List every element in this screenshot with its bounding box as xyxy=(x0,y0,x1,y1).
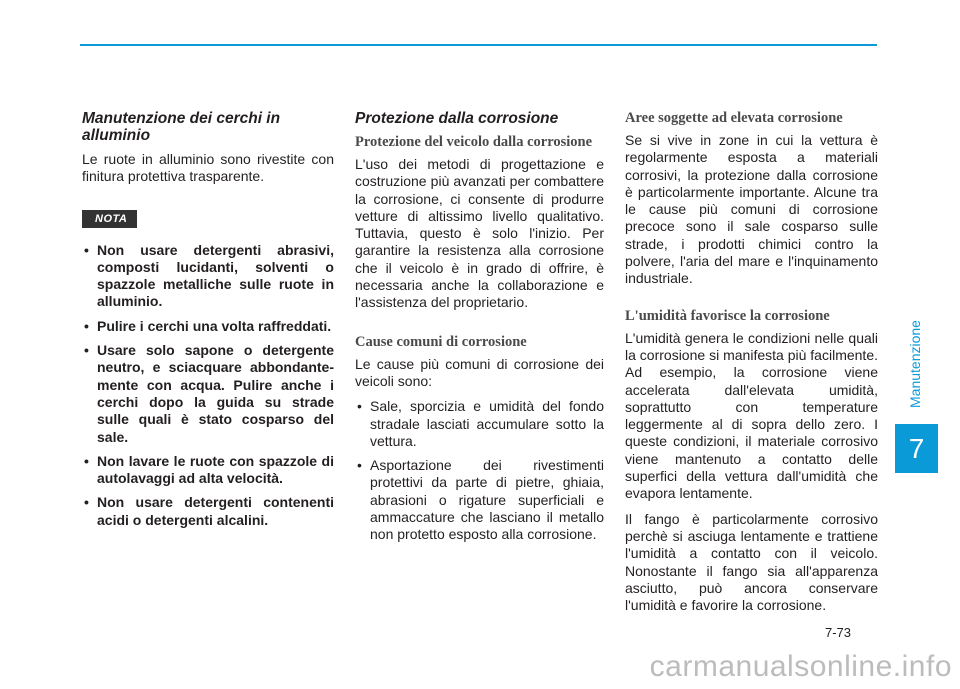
watermark: carmanualsonline.info xyxy=(649,650,952,683)
list-item: • Non usare detergenti contenenti acidi o detergenti alcalini. xyxy=(82,494,334,529)
section-heading-wheels: Manutenzione dei cerchi in alluminio xyxy=(82,110,281,144)
header-rule xyxy=(80,44,877,46)
subheading-common-causes: Cause comuni di corrosione xyxy=(355,333,527,350)
list-item: • Sale, sporcizia e umidità del fondo stradale lasciati accumulare sotto la vettura. xyxy=(355,398,604,450)
column-corrosion-protection xyxy=(355,110,604,551)
chapter-number-tab: 7 xyxy=(895,424,938,473)
wheel-care-list xyxy=(82,242,334,529)
paragraph-mud: Il fango è particolarmente corrosivo perchè si asciuga lentamente e trattiene l'umidità a contatto con il veicolo. Nonostante il fango sia all'apparenza asciutto, può ancora conservare l'umidità e favorire la corrosione. xyxy=(625,510,878,614)
paragraph-vehicle-protection: L'uso dei metodi di progettazione e costruzione più avanzati per combattere la corrosione, ci consente di produrre vetture di altissimo livello qualitativo. Tuttavia, questo è solo l'inizio. Per garantire la resistenza alla corrosione che il veicolo è in grado di offrire, è necessaria anche la collaborazione e l'assistenza del proprietario. xyxy=(355,156,604,311)
subheading-vehicle-protection: Protezione del veicolo dalla corrosione xyxy=(355,134,593,150)
section-heading-corrosion: Protezione dalla corrosione xyxy=(355,110,559,127)
wheels-intro: Le ruote in alluminio sono rivestite con finitura protettiva trasparente. xyxy=(82,151,334,185)
subheading-humidity: L'umidità favorisce la corrosione xyxy=(625,307,830,324)
paragraph-common-causes: Le cause più comuni di corrosione dei veicoli sono: xyxy=(355,355,604,389)
list-item: • Asportazione dei rivestimenti protettivi da parte di pietre, ghiaia, abrasioni o rigature superficiali e ammaccature che lasciano il metallo non protetto esposto alla corrosione. xyxy=(355,457,604,543)
paragraph-humidity: L'umidità genera le condizioni nelle quali la corrosione si manifesta più facilmente. Ad esempio, la corrosione viene accelerata dall'elevata umidità, soprattutto con temperature leggermente al di sopra dello zero. I queste condizioni, il materiale corrosivo viene mantenuto a contatto delle superfici della vettura dall'umidità che evapora lentamente. xyxy=(625,329,878,502)
nota-badge: NOTA xyxy=(82,210,137,228)
list-item: • Pulire i cerchi una volta raffreddati. xyxy=(82,318,334,335)
causes-list xyxy=(355,398,604,543)
subheading-high-corrosion-areas: Aree soggette ad elevata corrosione xyxy=(625,110,843,126)
section-tab-label: Manutenzione xyxy=(907,320,923,408)
paragraph-high-corrosion-areas: Se si vive in zone in cui la vettura è regolarmente esposta a materiali corrosivi, la protezione dalla corrosione è particolarmente importante. Alcune tra le cause più comuni di corrosione precoce sono il sale cosparso sulle strade, i prodotti chimici contro la polvere, l'aria del mare e l'inquinamento industriale. xyxy=(625,132,878,287)
list-item: • Non lavare le ruote con spazzole di autolavaggi ad alta velocità. xyxy=(82,453,334,488)
list-item: • Usare solo sapone o detergente neutro, e sciacquare abbondante-mente con acqua. Pulire anche i cerchi dopo la guida su strade sulle quali è stato cosparso del sale. xyxy=(82,342,334,446)
column-wheel-care xyxy=(82,110,334,536)
column-corrosion-areas xyxy=(625,110,878,622)
list-item: • Non usare detergenti abrasivi, composti lucidanti, solventi o spazzole metalliche sulle ruote in alluminio. xyxy=(82,242,334,311)
page-number: 7-73 xyxy=(825,625,852,640)
